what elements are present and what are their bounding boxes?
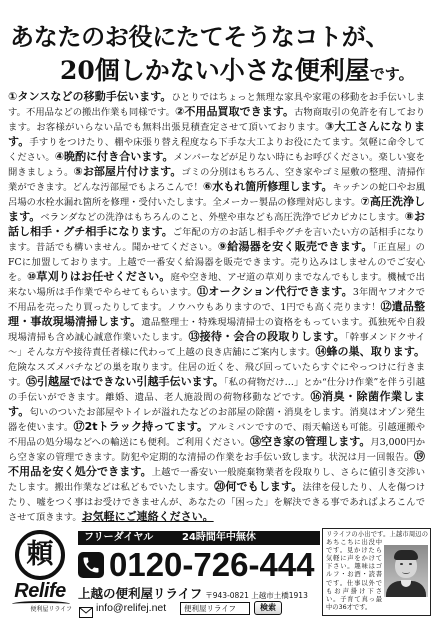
service-description: 3年間ヤフオクで不用品を売ったり買ったりしてます。ノウハウもありますので、1円でも高く売ります！ [8, 287, 425, 313]
mail-icon [79, 603, 93, 614]
footer [0, 527, 433, 618]
service-title: ⑩草刈りはお任せください。 [26, 270, 171, 283]
owner-profile [322, 528, 431, 616]
logo-emblem [15, 530, 65, 580]
logo-kanji: 頼 [26, 539, 54, 570]
service-title: ⑤お部屋片付けます。 [73, 165, 182, 178]
service-description: ゴミの分別はもちろん、空き家やゴミ屋敷の整理、清掃作業ができます。どんな汚部屋でもよろこんで！ [8, 167, 425, 193]
company-address: 〒943-0821 上越市土橋1913 [205, 591, 308, 599]
service-title: ⑱空き家の管理します。 [250, 435, 371, 448]
headline-line-1: あなたのお役にたてそうなコトが、 [10, 22, 390, 51]
service-description: 庭や空き地、アゼ道の草刈りまでなんでもします。機械で出来ない場所は手作業でやらせてもらいます。 [8, 272, 425, 298]
online-contact-row [78, 601, 322, 616]
service-description: 「幹事メンドクサイ～」そんな方や接待責任者様に代わって上越の良き店舗にご案内します。 [8, 332, 425, 358]
photo-eye-right [409, 563, 412, 565]
service-title: ①タンスなどの移動手伝います。 [8, 90, 172, 103]
service-title: ⑪オークション代行できます。 [197, 285, 353, 298]
service-title: ⑥水もれ箇所修理します。 [202, 180, 333, 193]
service-title: ⑲不用品を安く処分できます。 [8, 450, 425, 478]
logo-subtitle: 便利屋リライフ [30, 606, 72, 613]
logo-wordmark: Relife [14, 580, 66, 602]
photo-eye-left [400, 563, 403, 565]
headline-line-2 [60, 55, 425, 87]
service-title: ⑮引越屋ではできない引越手伝います。 [25, 375, 224, 388]
service-description: 手すりをつけたり、棚や床張り替え程度なら下手な大工よりお役にたてます。気軽に命令してください。 [8, 137, 425, 163]
service-description: 「私の荷物だけ…」とか“仕分け作業”を伴う引越の手伝いができます。離婚、遺品、老人施設間の荷物移動などです。 [8, 377, 425, 403]
service-description: 月3,000円から空き家の管理できます。防犯や定期的な清掃の作業をお手伝い致します。状況は月一回報告。 [8, 437, 425, 463]
company-name: 上越の便利屋リライフ [78, 586, 203, 599]
service-description: ご年配の方のお話し相手やグチを言いたい方の話相手になります。昔話でも構いません。聞かせてください。 [8, 227, 425, 253]
service-title: ⑧お話し相手・グチ相手になります。 [8, 210, 425, 238]
service-title: ③大工さんになります。 [8, 120, 425, 148]
service-description: ベランダなどの洗浄はもちろんのこと、外壁や車なども高圧洗浄でピカピカにします。 [40, 212, 405, 223]
service-description: 遺品整理士・特殊現場清掃士の資格をもっています。孤独死や自殺現場清掃も含め誠心誠意作業いたします。 [8, 317, 425, 343]
service-description: メンバーなどが足りない時にもお呼びください。楽しい宴を開きましょう。 [8, 152, 425, 178]
photo-hair [394, 550, 418, 560]
phone-icon [78, 552, 104, 578]
business-hours: 24時間年中無休 [182, 532, 256, 543]
service-title: ④晩酌に付き合います。 [54, 150, 174, 163]
search-box-graphic: 便利屋リライフ [180, 602, 250, 615]
profile-photo [384, 545, 428, 597]
service-description: 上越で一番安い一般廃棄物業者を段取りし、さらに値引き交渉いたします。搬出作業などは私どもでいたします。 [8, 467, 425, 493]
headline-tail: です。 [369, 65, 414, 83]
headline-main: 20個しかない小さな便利屋 [60, 56, 370, 85]
service-description: 法律を侵したり、人を傷つけたり、嘘をつく事はお受けできませんが、あなたの「困った」を解決できる事であればよろこんでさせて頂きます。 [8, 482, 425, 523]
contact-block [76, 527, 322, 618]
service-description: アルミバンですので、雨天輸送も可能。引越運搬や不用品の処分場などへの輸送にも便利。ご利用ください。 [8, 422, 425, 448]
company-row [78, 583, 322, 599]
search-button-graphic: 検索 [254, 601, 282, 615]
service-description: 匂いのついたお部屋やトイレが溢れたなどのお部屋の除菌・消臭をします。消臭はオゾン発生器を使います。 [8, 407, 425, 433]
phone-number: 0120-726-444 [109, 546, 315, 583]
freedial-label: フリーダイヤル [84, 532, 154, 543]
service-title: ⑫遺品整理・事故現場清掃します。 [8, 300, 425, 328]
service-title: ⑰2tトラック持ってます。 [73, 420, 209, 433]
service-title: ⑳何でもします。 [214, 480, 303, 493]
brand-logo [6, 529, 74, 617]
email-address: info@relifej.net [96, 602, 167, 614]
service-list [8, 90, 425, 527]
closing-call-to-action: お気軽にご連絡ください。 [81, 510, 214, 523]
phone-row [78, 548, 322, 582]
service-title: ⑬接待・会合の段取りします。 [188, 330, 345, 343]
freedial-band [78, 531, 320, 545]
service-title: ⑦高圧洗浄します。 [8, 195, 425, 223]
service-title: ⑭蜂の巣、取ります。 [315, 345, 425, 358]
service-title: ⑨給湯器を安く販売できます。 [217, 240, 373, 253]
service-description: キッチンの蛇口やお風呂場の水栓水漏れ箇所を修理・受付いたします。全メーカー製品の修理対応します。 [8, 182, 425, 208]
photo-mouth [402, 570, 410, 574]
service-description: 危険なスズメバチなどの巣を取ります。住居の近くを、飛び回っていたらすぐにやっつけに行きます。 [8, 362, 425, 388]
service-description: 「正直屋」のFCに加盟しております。上越で一番安く給湯器を販売できます。売り込みはしませんのでご安心を。 [8, 242, 425, 283]
profile-text: リライフの小出です。上越市周辺のあちこちに出没中です。見かけたら気軽に声をかけて下さい。趣味はゴルフ・お酒・読書です。仕事以外でもお声掛け下さい。子育て真っ最中の36才です。 [326, 531, 428, 611]
service-title: ⑯消臭・除菌作業します。 [8, 390, 425, 418]
service-description: 古物商取引の免許を有しております。お客様がいらない品でも無料出張見積査定させて頂いております。 [8, 107, 425, 133]
service-description: ひとりではちょっと無理な家具や家電の移動をお手伝いします。不用品などの搬出作業も同様です。 [8, 92, 425, 118]
service-title: ②不用品買取できます。 [174, 105, 295, 118]
